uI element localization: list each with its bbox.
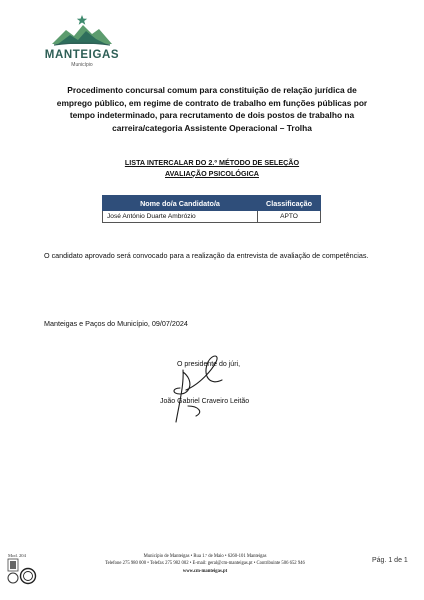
certification-stamps-icon <box>7 558 37 586</box>
municipality-logo <box>44 14 120 68</box>
footer-contacts <box>70 553 340 575</box>
footer-address: Município de Manteigas • Rua 1.º de Maio • 6260-101 Manteigas <box>143 554 267 559</box>
footer-website: www.cm-manteigas.pt <box>182 568 228 574</box>
results-table <box>102 195 321 223</box>
list-title <box>44 158 380 179</box>
candidate-name-cell: José António Duarte Ambrózio <box>103 211 258 223</box>
column-header-name: Nome do/a Candidato/a <box>103 196 258 211</box>
footer-contacts-line: Telefone 275 980 000 • Telefax 275 982 002 • E-mail: geral@cm-manteigas.pt • Contribuinte 506 652 946 <box>105 561 305 567</box>
classification-cell: APTO <box>258 211 321 223</box>
heading-line: tempo indeterminado, para recrutamento de dois postos de trabalho na <box>69 110 355 121</box>
table-header-row <box>103 196 321 211</box>
page-number: Pág. 1 de 1 <box>372 557 408 564</box>
logo-name: MANTEIGAS <box>44 49 120 61</box>
list-title-line1: LISTA INTERCALAR DO 2.º MÉTODO DE SELEÇÃO <box>124 158 300 167</box>
procedure-heading <box>44 84 380 134</box>
heading-line: Procedimento concursal comum para constituição de relação jurídica de <box>67 85 357 95</box>
form-model-number: Mod. 204 <box>8 553 26 558</box>
heading-line: emprego público, em regime de contrato de trabalho em funções públicas por <box>56 97 368 108</box>
heading-line: carreira/categoria Assistente Operacional – Trolha <box>112 122 312 133</box>
convocation-paragraph: O candidato aprovado será convocado para a realização da entrevista de avaliação de competências. <box>44 251 369 260</box>
list-title-line2: AVALIAÇÃO PSICOLÓGICA <box>165 168 259 178</box>
mountain-logo-icon <box>50 14 114 48</box>
date-line: Manteigas e Paços do Município, 09/07/2024 <box>44 319 188 328</box>
signatory-name: João Gabriel Craveiro Leitão <box>160 398 250 405</box>
logo-subtitle: Município <box>71 62 93 68</box>
table-row <box>103 211 321 223</box>
column-header-classification: Classificação <box>258 196 321 211</box>
signatory-title: O presidente do júri, <box>177 361 241 368</box>
